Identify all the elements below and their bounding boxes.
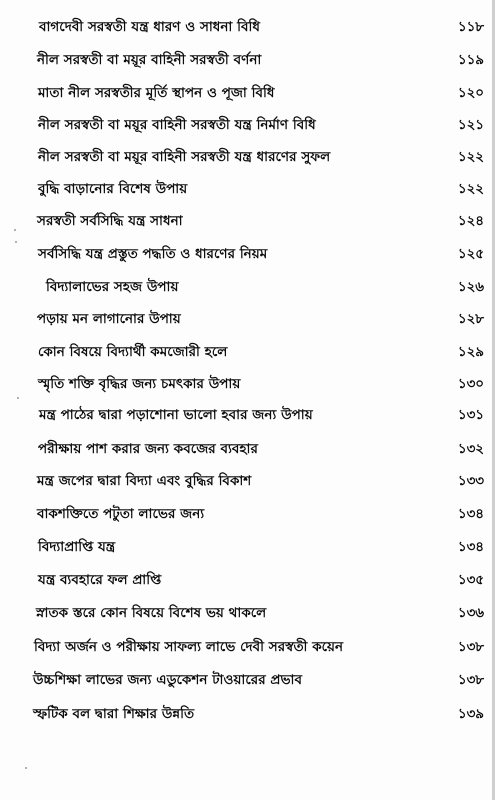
toc-entry-page: ১৩২ — [457, 442, 484, 457]
toc-entry-title: যন্ত্র ব্যবহারে ফল প্রাপ্তি — [38, 573, 162, 588]
toc-entry — [0, 467, 495, 497]
toc-entry — [0, 599, 495, 629]
toc-entry-page: ১২১ — [457, 118, 484, 133]
toc-entry-title: নীল সরস্বতী বা ময়ূর বাহিনী সরস্বতী বর্ণনা — [37, 53, 262, 68]
toc-entry-title: পড়ায় মন লাগানোর উপায় — [37, 312, 181, 327]
toc-entry-title: বিদ্যালাভের সহজ উপায় — [46, 280, 179, 295]
toc-entry — [0, 273, 495, 303]
scan-speck — [15, 241, 17, 243]
toc-entry — [0, 13, 495, 43]
toc-entry-title: বিদ্যা অর্জন ও পরীক্ষায় সাফল্য লাভে দেবী সরস্বতী কয়েন — [34, 640, 344, 655]
toc-entry — [0, 500, 495, 530]
toc-entry — [0, 435, 495, 465]
toc-entry — [0, 533, 495, 563]
toc-entry-page: ১২৬ — [457, 280, 484, 295]
toc-entry-title: সর্বসিদ্ধি যন্ত্র প্রস্তুত পদ্ধতি ও ধারণের নিয়ম — [38, 247, 268, 262]
toc-entry-title: বাগদেবী সরস্বতী যন্ত্র ধারণ ও সাধনা বিধি — [39, 20, 260, 35]
toc-entry-page: ১২৮ — [457, 312, 484, 327]
toc-entry-title: বাকশক্তিতে পটুতা লাভের জন্য — [37, 507, 205, 522]
toc-entry — [0, 175, 495, 205]
toc-entry-page: ১৩০ — [457, 377, 484, 392]
toc-entry-page: ১১৯ — [457, 53, 484, 68]
toc-entry — [0, 700, 495, 730]
toc-entry-page: ১৩৩ — [457, 474, 484, 489]
toc-entry — [0, 240, 495, 270]
toc-entry — [0, 401, 495, 431]
toc-entry-page: ১৩১ — [457, 408, 484, 423]
toc-entry-page: ১৩৪ — [457, 507, 484, 522]
toc-entry-page: ১২৯ — [457, 345, 484, 360]
toc-entry-title: মন্ত্র জপের দ্বারা বিদ্যা এবং বুদ্ধির বিকাশ — [37, 474, 252, 489]
scan-speck — [25, 767, 27, 769]
toc-entry-title: নীল সরস্বতী বা ময়ূর বাহিনী সরস্বতী যন্ত্র ধারণের সুফল — [38, 150, 331, 165]
toc-entry-title: মাতা নীল সরস্বতীর মূর্তি স্থাপন ও পূজা বিধি — [38, 86, 275, 101]
toc-entry-page: ১২৫ — [457, 247, 484, 262]
toc-entry-title: স্মৃতি শক্তি বৃদ্ধির জন্য চমৎকার উপায় — [38, 377, 241, 392]
toc-entry — [0, 370, 495, 400]
toc-entry-title: কোন বিষয়ে বিদ্যার্থী কমজোরী হলে — [38, 345, 228, 360]
toc-entry — [0, 111, 495, 141]
scan-speck — [14, 229, 16, 231]
toc-entry-page: ১৩৬ — [457, 606, 484, 621]
toc-entry-page: ১৩৪ — [457, 540, 484, 555]
toc-entry-title: স্নাতক স্তরে কোন বিষয়ে বিশেষ ভয় থাকলে — [36, 606, 267, 621]
toc-entry-title: বিদ্যাপ্রাপ্তি যন্ত্র — [38, 540, 116, 555]
toc-entry — [0, 566, 495, 596]
toc-entry — [0, 143, 495, 173]
toc-entry-title: মন্ত্র পাঠের দ্বারা পড়াশোনা ভালো হবার জন্য উপায় — [39, 408, 313, 423]
toc-entry-page: ১৩৮ — [457, 640, 484, 655]
toc-entry — [0, 338, 495, 368]
toc-entry-page: ১২২ — [457, 182, 484, 197]
toc-entry — [0, 633, 495, 663]
toc-entry-title: পরীক্ষায় পাশ করার জন্য কবজের ব্যবহার — [38, 442, 258, 457]
toc-entry-title: সরস্বতী সর্বসিদ্ধি যন্ত্র সাধনা — [37, 214, 183, 229]
toc-entry-title: বুদ্ধি বাড়ানোর বিশেষ উপায় — [38, 182, 188, 197]
toc-entry-title: স্ফটিক বল দ্বারা শিক্ষার উন্নতি — [33, 707, 195, 722]
toc-entry — [0, 207, 495, 237]
toc-entry-page: ১২৪ — [457, 214, 484, 229]
toc-entry — [0, 305, 495, 335]
scan-speck — [17, 397, 19, 399]
toc-entry-page: ১২২ — [457, 150, 484, 165]
toc-entry-title: উচ্চশিক্ষা লাভের জন্য এডুকেশন টাওয়ারের প্রভাব — [33, 673, 303, 688]
toc-entry — [0, 46, 495, 76]
toc-entry-page: ১১৮ — [457, 20, 484, 35]
toc-entry-title: নীল সরস্বতী বা ময়ূর বাহিনী সরস্বতী যন্ত্র নির্মাণ বিধি — [38, 118, 316, 133]
toc-entry-page: ১৩৫ — [457, 573, 484, 588]
toc-entry — [0, 666, 495, 696]
toc-entry-page: ১৩৮ — [457, 673, 484, 688]
toc-entry — [0, 79, 495, 109]
toc-entry-page: ১৩৯ — [457, 707, 484, 722]
toc-entry-page: ১২০ — [457, 86, 484, 101]
